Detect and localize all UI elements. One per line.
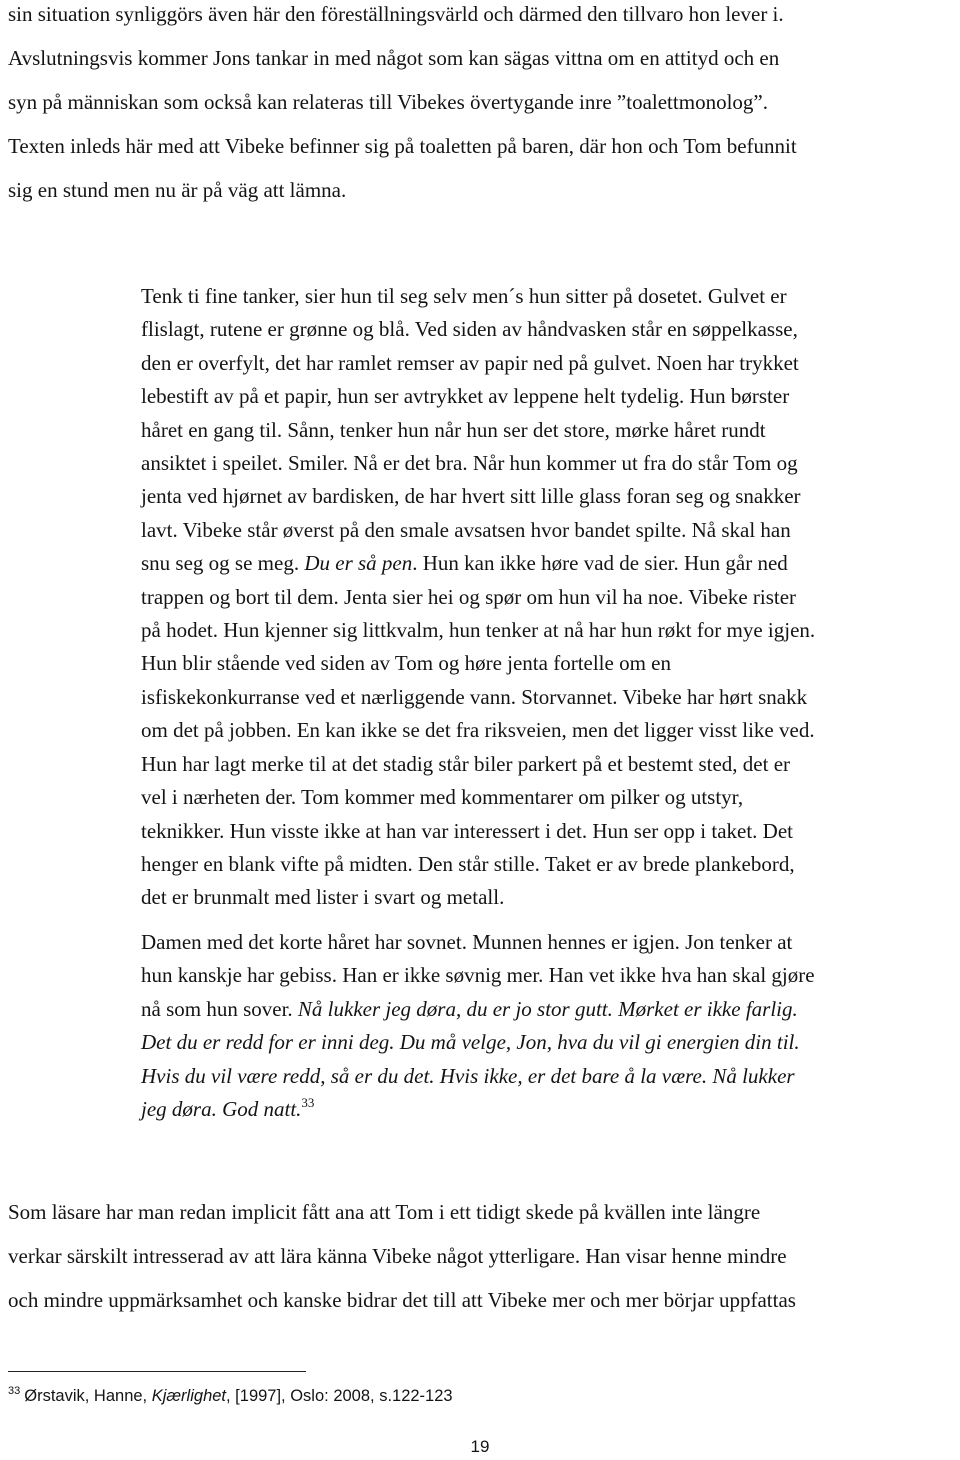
quote-line: [141, 993, 956, 1026]
quote-line: isfiskekonkurranse ved et nærliggende vann. Storvannet. Vibeke har hørt snakk: [141, 684, 808, 709]
quote-line: Damen med det korte håret har sovnet. Munnen hennes er igjen. Jon tenker at: [141, 930, 793, 954]
text-line: Som läsare har man redan implicit fått ana att Tom i ett tidigt skede på kvällen inte längre: [8, 1200, 761, 1224]
text-line: sig en stund men nu är på väg att lämna.: [8, 178, 347, 202]
quote-line: på hodet. Hun kjenner sig littkvalm, hun tenker at nå har hun røkt for mye igjen.: [141, 618, 816, 643]
quote-line: vel i nærheten der. Tom kommer med kommentarer om pilker og utstyr,: [141, 785, 744, 810]
quote-line: lebestift av på et papir, hun ser avtrykket av leppene helt tydelig. Hun børster: [141, 384, 790, 409]
footnote-number: 33: [8, 1385, 21, 1397]
text-line: verkar särskilt intresserad av att lära känna Vibeke något ytterligare. Han visar henne mindre: [8, 1244, 787, 1268]
quote-segment: nå som hun sover.: [141, 996, 298, 1021]
paragraph-top: [8, 0, 958, 212]
text-line: Texten inleds här med att Vibeke befinner sig på toaletten på baren, där hon och Tom befunnit: [8, 134, 797, 158]
quote-line: lavt. Vibeke står øverst på den smale avsatsen hvor bandet spilte. Nå skal han: [141, 517, 791, 542]
quote-line: [141, 1060, 956, 1093]
quote-line: [141, 1026, 956, 1059]
italic-segment: Det du er redd for er inni deg. Du må velge, Jon, hva du vil gi energien din til.: [141, 1030, 800, 1055]
quote-line: teknikker. Hun visste ikke at han var interessert i det. Hun ser opp i taket. Det: [141, 818, 793, 843]
text-line: sin situation synliggörs även här den föreställningsvärld och därmed den tillvaro hon lever i.: [8, 2, 784, 26]
footnote: [8, 1385, 453, 1407]
quote-line: det er brunmalt med lister i svart og metall.: [141, 885, 505, 910]
quote-line: jenta ved hjørnet av bardisken, de har hvert sitt lille glass foran seg og snakker: [141, 484, 801, 509]
text-line: och mindre uppmärksamhet och kanske bidrar det till att Vibeke mer och mer börjar uppfattas: [8, 1288, 796, 1312]
quote-line: om det på jobben. En kan ikke se det fra riksveien, men det ligger visst like ved.: [141, 718, 815, 743]
block-quote-vibeke: [141, 280, 956, 915]
quote-line: henger en blank vifte på midten. Den står stille. Taket er av brede plankebord,: [141, 851, 795, 876]
quote-line: [141, 547, 956, 580]
block-quote-jon: [141, 926, 956, 1126]
footnote-text: Ørstavik, Hanne,: [24, 1387, 152, 1405]
footnote-title: Kjærlighet: [151, 1387, 227, 1405]
quote-line: hun kanskje har gebiss. Han er ikke søvnig mer. Han vet ikke hva han skal gjøre: [141, 963, 815, 988]
quote-line: flislagt, rutene er grønne og blå. Ved siden av håndvasken står en søppelkasse,: [141, 317, 798, 342]
text-line: Avslutningsvis kommer Jons tankar in med något som kan sägas vittna om en attityd och en: [8, 46, 780, 70]
page-number: 19: [470, 1437, 490, 1456]
footnote-divider: [8, 1371, 306, 1372]
quote-segment: snu seg og se meg.: [141, 551, 305, 576]
quote-line: Hun blir stående ved siden av Tom og høre jenta fortelle om en: [141, 651, 671, 676]
paragraph-bottom: [8, 1190, 958, 1322]
quote-line: trappen og bort til dem. Jenta sier hei og spør om hun vil ha noe. Vibeke rister: [141, 584, 797, 609]
footnote-reference[interactable]: 33: [301, 1095, 315, 1111]
footnote-text: , [1997], Oslo: 2008, s.122-123: [226, 1387, 453, 1405]
italic-segment: Du er så pen: [304, 551, 413, 576]
quote-line: Hun har lagt merke til at det stadig står biler parkert på et bestemt sted, det er: [141, 751, 791, 776]
text-line: syn på människan som också kan relateras till Vibekes övertygande inre ”toalettmonolog”.: [8, 90, 768, 114]
quote-line: ansiktet i speilet. Smiler. Nå er det bra. Når hun kommer ut fra do står Tom og: [141, 451, 798, 476]
italic-segment: Hvis du vil være redd, så er du det. Hvis ikke, er det bare å la være. Nå lukker: [141, 1063, 795, 1088]
italic-segment: jeg døra. God natt.: [141, 1097, 302, 1122]
quote-line: håret en gang til. Sånn, tenker hun når hun ser det store, mørke håret rundt: [141, 417, 766, 442]
quote-line: den er overfylt, det har ramlet remser av papir ned på gulvet. Noen har trykket: [141, 350, 799, 375]
quote-line: [141, 1093, 956, 1126]
quote-line: Tenk ti fine tanker, sier hun til seg selv men´s hun sitter på dosetet. Gulvet er: [141, 284, 787, 308]
italic-segment: Nå lukker jeg døra, du er jo stor gutt. Mørket er ikke farlig.: [297, 996, 798, 1021]
quote-segment: . Hun kan ikke høre vad de sier. Hun går ned: [412, 551, 788, 576]
